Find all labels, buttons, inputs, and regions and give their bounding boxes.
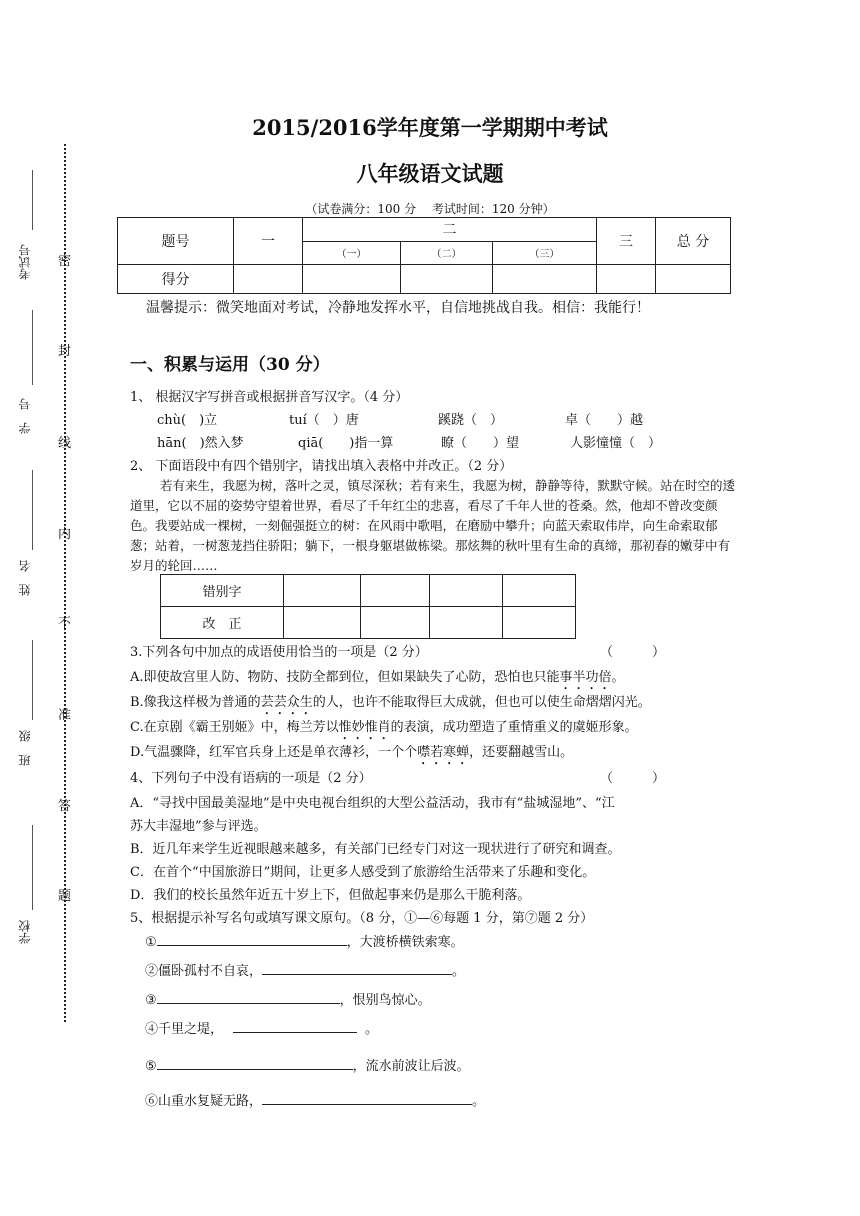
score-table-header-label: 题号 [118,218,234,265]
binding-char: 答 [58,799,72,814]
score-table [117,217,731,294]
score-table-sub-3: （三） [493,241,597,265]
correction-cell[interactable] [503,607,576,639]
q4-option-b[interactable]: B．近几年来学生近视眼越来越多，有关部门已经专门对这一现状进行了研究和调查。 [130,842,621,857]
q1-item-f: qiā( )指一算 [298,436,394,451]
binding-label-name: 姓 名 [18,560,32,596]
q5-item-2 [145,960,465,979]
q2-passage: 若有来生，我愿为树，落叶之灵，镇尽深秋；若有来生，我愿为树，静静等待，默默守候。站在时空的逶道里，它以不屈的姿势守望着世界，看尽了千年红尘的悲喜，看尽了千年人世的苍桑。然，他却不曾改变颜色。我要站成一棵树，一刻倔强挺立的树：在风雨中歌唱，在磨励中攀升；向蓝天索取伟岸，向生命索取郁葱；站着，一树葱茏挡住骄阳；躺下，一根身躯堪做栋梁。那炫舞的秋叶里有生命的真缔，那初春的嫩芽中有岁月的轮回…… [130,478,736,573]
score-cell[interactable] [303,265,401,294]
binding-char: 题 [58,889,72,904]
q3-option-a-idiom: 事半功倍 [559,670,612,685]
q4-option-c[interactable]: C．在首个“中国旅游日”期间，让更多人感受到了旅游给生活带来了乐趣和变化。 [130,865,596,880]
binding-char: 线 [58,436,72,451]
q3-option-a[interactable] [130,666,625,693]
q3-option-c-idiom: 惟妙惟肖 [338,720,391,735]
q3-option-c-end: 的表演，成功塑造了重情重义的虞姬形象。 [390,720,638,735]
score-table-sub-2: （二） [401,241,493,265]
q4-option-d[interactable]: D．我们的校长虽然年近五十岁上下，但做起事来仍是那么干脆利落。 [130,888,531,903]
q3-option-d-idiom: 噤若寒蝉 [417,745,470,760]
score-table-col-3: 三 [597,218,656,265]
q5-item-5 [145,1055,470,1074]
score-cell[interactable] [234,265,303,294]
class-blank[interactable] [32,640,33,720]
correction-row-label: 改 正 [161,607,284,639]
q1-item-c: 蹊跷（ ） [438,413,504,428]
error-correction-table [160,574,576,639]
student-number-blank[interactable] [32,310,33,385]
score-cell[interactable] [493,265,597,294]
q5-blank-2[interactable] [262,960,452,975]
q1-item-g: 瞭（ ）望 [441,436,520,451]
q5-item-6-text: ⑥山重水复疑无路， [145,1094,263,1109]
score-cell[interactable] [401,265,493,294]
school-blank[interactable] [32,825,33,910]
q5-item-5-num: ⑤ [145,1059,157,1074]
q1-stem: 1、 根据汉字写拼音或根据拼音写汉字。（4 分） [130,390,409,405]
q5-item-3-text: ，恨别鸟惊心。 [339,993,431,1008]
q3-option-d-end: ，还要翻越雪山。 [469,745,574,760]
q5-item-5-text: ，流水前波让后波。 [352,1059,470,1074]
error-cell[interactable] [430,575,503,607]
q5-item-1-num: ① [145,935,157,950]
score-table-col-1: 一 [234,218,303,265]
q1-item-b: tuí（ ）唐 [289,413,359,428]
q5-item-2-text: ②僵卧孤村不自哀， [145,964,263,979]
binding-char: 密 [58,254,72,269]
q3-option-b-idiom: 芸芸众生 [260,695,313,710]
name-blank[interactable] [32,470,33,550]
q5-item-3-num: ③ [145,993,157,1008]
exam-subject-title: 八年级语文试题 [356,161,504,186]
q5-item-6-end: 。 [472,1094,486,1109]
q4-stem: 4、下列句子中没有语病的一项是（2 分） [130,771,372,786]
q3-option-c[interactable] [130,716,638,743]
q3-option-d-text: D.气温骤降，红军官兵身上还是单衣薄衫，一个个 [130,745,418,760]
error-cell[interactable] [284,575,361,607]
q5-stem: 5、根据提示补写名句或填写课文原句。（8 分，①—⑥每题 1 分，第⑦题 2 分） [130,911,594,926]
score-table-col-2: 二 [303,218,597,242]
correction-cell[interactable] [430,607,503,639]
q5-item-6 [145,1090,485,1109]
q3-option-a-text: A.即使故宫里人防、物防、技防全都到位，但如果缺失了心防，恐怕也只能 [130,670,560,685]
q3-answer-paren[interactable]: （ ） [600,645,666,660]
q5-blank-3[interactable] [157,989,340,1004]
q5-item-3 [145,989,431,1008]
correction-cell[interactable] [361,607,430,639]
binding-label-school: 学校 [18,920,32,944]
q2-stem: 2、 下面语段中有四个错别字，请找出填入表格中并改正。（2 分） [130,459,513,474]
q5-blank-5[interactable] [157,1055,353,1070]
binding-label-exam-number: 考试号 [18,244,32,280]
q1-item-h: 人影憧憧（ ） [570,436,662,451]
q1-item-d: 卓（ ）越 [565,413,644,428]
binding-char: 不 [58,616,72,631]
q3-option-b-text: B.像我这样极为普通的 [130,695,261,710]
score-cell[interactable] [597,265,656,294]
binding-char: 封 [58,344,72,359]
q3-option-c-text: C.在京剧《霸王别姬》中，梅兰芳以 [130,720,339,735]
q5-blank-4[interactable] [233,1018,357,1033]
q5-item-1-text: ，大渡桥横铁索寒。 [346,935,464,950]
q5-blank-6[interactable] [262,1090,472,1105]
section-1-heading: 一、积累与运用（30 分） [130,355,330,375]
q3-stem: 3.下列各句中加点的成语使用恰当的一项是（2 分） [130,645,428,660]
q4-option-a-line1[interactable]: A．“寻找中国最美湿地”是中央电视台组织的大型公益活动，我市有“盐城湿地”、“江 [130,796,615,811]
q5-item-4 [145,1018,378,1037]
q5-item-2-end: 。 [452,964,466,979]
score-table-sub-1: （一） [303,241,401,265]
binding-label-class: 班 级 [18,730,32,766]
q5-item-1 [145,931,464,950]
q4-option-a-line2: 苏大丰湿地”参与评选。 [130,819,267,834]
q5-blank-1[interactable] [157,931,347,946]
score-table-row-label: 得分 [118,265,234,294]
score-table-col-total: 总 分 [656,218,731,265]
q3-option-d[interactable] [130,741,573,768]
score-cell[interactable] [656,265,731,294]
q3-option-b[interactable] [130,691,651,718]
error-row-label: 错别字 [161,575,284,607]
binding-char: 准 [58,708,72,723]
exam-info: （试卷满分：100 分 考试时间：120 分钟） [305,202,555,216]
correction-cell[interactable] [284,607,361,639]
q5-item-4-end: 。 [365,1022,379,1037]
q5-item-4-text: ④千里之堤， [145,1022,224,1037]
warm-tip: 温馨提示：微笑地面对考试，冷静地发挥水平，自信地挑战自我。相信：我能行！ [146,300,650,316]
q3-option-b-end: 的人，也许不能取得巨大成就，但也可以使生命熠熠闪光。 [312,695,651,710]
error-cell[interactable] [503,575,576,607]
q4-answer-paren[interactable]: （ ） [600,771,666,786]
q3-option-a-end: 。 [611,670,625,685]
exam-title: 2015/2016学年度第一学期期中考试 [252,115,608,140]
q1-item-e: hān( )然入梦 [157,436,244,451]
q1-item-a: chù( )立 [157,413,218,428]
binding-label-student-number: 学 号 [18,398,32,434]
binding-char: 内 [58,527,72,542]
error-cell[interactable] [361,575,430,607]
